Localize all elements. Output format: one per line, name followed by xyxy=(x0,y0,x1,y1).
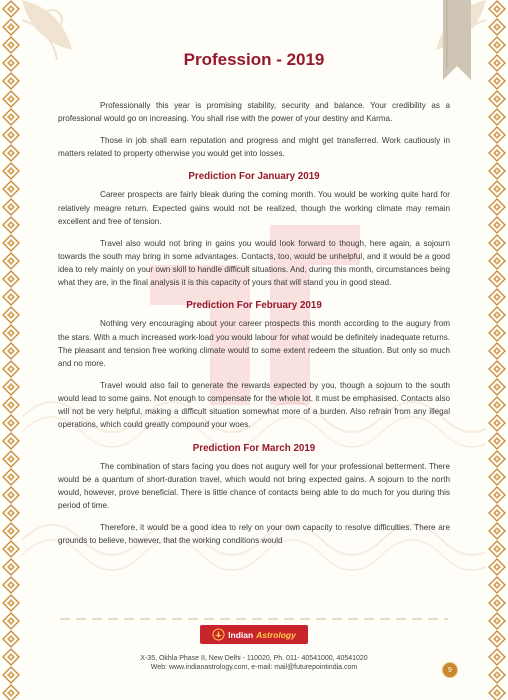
right-ornamental-border xyxy=(486,0,508,700)
logo-word-astrology: Astrology xyxy=(256,629,296,640)
corner-floral-ornament-right xyxy=(391,0,486,95)
section-heading-january: Prediction For January 2019 xyxy=(188,171,320,183)
page-number-badge: 9 xyxy=(442,662,458,678)
intro-paragraph-2: Those in job shall earn reputation and progress and might get transferred. Work cautiously in matters related to property otherwise you would get into losses. xyxy=(58,136,450,159)
february-paragraph-1: Nothing very encouraging about your career prospects this month according to the augury from the stars. With a much increased work-load you would labour for what would be definitely inadequate returns. The pleasant and tension free working climate would to some extent redeem the situation. But only so much and no more. xyxy=(58,319,450,369)
intro-paragraph-1: Professionally this year is promising stability, security and balance. Your credibility as a professional would go on increasing. You shall rise with the power of your destiny and Karma. xyxy=(58,101,450,124)
footer-divider xyxy=(60,617,448,621)
footer-web-email: Web: www.indianastrology.com, e-mail: mail@futurepointindia.com xyxy=(150,664,358,671)
main-content xyxy=(58,99,450,556)
indian-astrology-logo xyxy=(200,625,308,644)
march-paragraph-2: Therefore, it would be a good idea to rely on your own capacity to resolve difficulties. There are grounds to believe, however, that the working conditions would xyxy=(58,523,450,546)
lotus-icon xyxy=(212,628,225,641)
logo-word-indian: Indian xyxy=(228,629,254,640)
january-paragraph-2: Travel also would not bring in gains you would look forward to though, here again, a sojourn towards the south may bring in some advantages. Contacts, too, would be unhelpful, and it would be a good idea to rely mainly on your own skill to handle difficult situations. And, during this month, circumstances being what they are, in the final analysis it is this capacity of yours that will stand you in good stead. xyxy=(58,238,450,288)
left-ornamental-border xyxy=(0,0,22,700)
section-heading-march: Prediction For March 2019 xyxy=(192,442,316,454)
page-title: Profession - 2019 xyxy=(183,50,325,69)
footer-address: X-35, Okhla Phase II, New Delhi - 110020, Ph. 011- 40541000, 40541020 xyxy=(140,655,368,662)
corner-floral-ornament-left xyxy=(22,0,117,95)
january-paragraph-1: Career prospects are fairly bleak during the coming month. You would be working quite hard for relatively meagre return. Expected gains would not be realized, though the working climate may remain excellent and free of tension. xyxy=(58,190,450,226)
march-paragraph-1: The combination of stars facing you does not augury well for your professional betterment. There would be a quantum of short-duration travel, which would not bring expected gains. A sojourn to the north would, however, prove beneficial. There is little chance of contacts being able to do much for you during this period of time. xyxy=(58,461,450,511)
february-paragraph-2: Travel would also fail to generate the rewards expected by you, though a sojourn to the south would lead to some gains. Not enough to compensate for the whole lot, it must be emphasised. Contacts also will not be very helpful, making a difficult situation somewhat more of a burden. Also refrain from any illegal operations, which could greatly compound your woes. xyxy=(58,380,450,430)
section-heading-february: Prediction For February 2019 xyxy=(186,300,322,312)
